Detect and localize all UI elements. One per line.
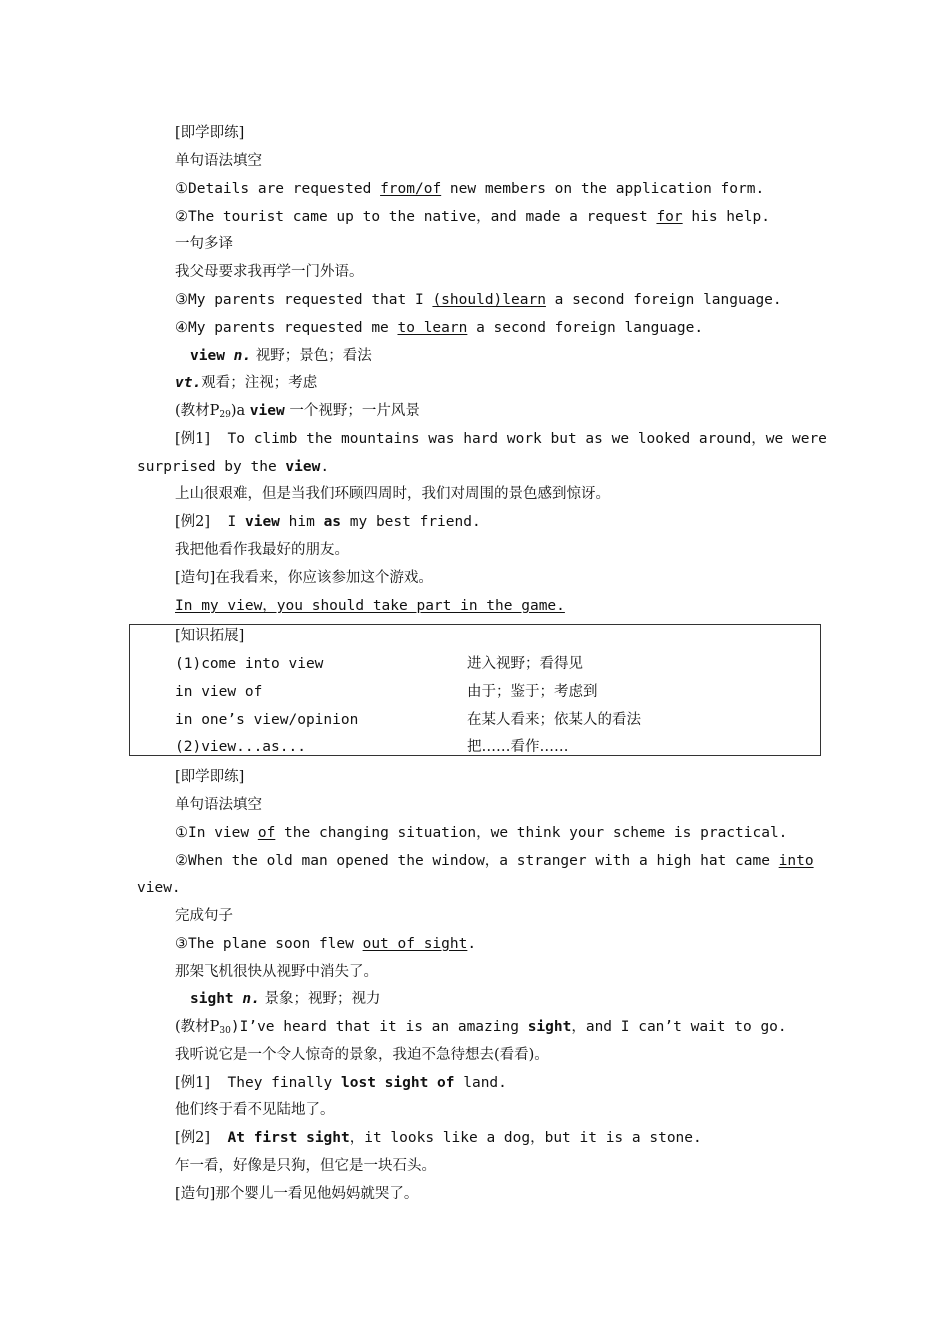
exercise-item: ④My parents requested me to learn a second foreign language. [175, 320, 704, 336]
textbook-sentence: (教材$P_{30})I’ve$ heard that it is an amazing sight，and I can’t wait to go. [175, 1019, 787, 1036]
answer-text: to learn [397, 320, 468, 336]
example-2-translation: 我把他看作我最好的朋友。 [175, 542, 349, 558]
complete-title: 完成句子 [175, 908, 233, 924]
answer-text: of [257, 825, 276, 841]
phrase-en: in one’s view/opinion [175, 712, 359, 728]
chinese-sentence: 那架飞机很快从视野中消失了。 [175, 964, 378, 980]
exercise-item: ①In view of the changing situation，we think your scheme is practical. [175, 825, 788, 841]
answer-text: out of sight [362, 936, 468, 952]
knowledge-title: [知识拓展] [175, 628, 245, 644]
practice-label: [即学即练] [175, 125, 245, 141]
textbook-translation: 我听说它是一个令人惊奇的景象，我迫不急待想去(看看)。 [175, 1047, 549, 1063]
phrase-cn: 在某人看来；依某人的看法 [467, 712, 641, 728]
textbook-phrase: (教材$P_{29})a$ view 一个视野；一片风景 [175, 403, 420, 420]
exercise-item: ③My parents requested that I (should)learn a second foreign language. [175, 292, 782, 308]
translation-title: 一句多译 [175, 236, 233, 252]
example-1: [例1] They finally lost sight of land. [175, 1075, 507, 1091]
example-2: [例2] At first sight，it looks like a dog，but it is a stone. [175, 1130, 702, 1146]
example-1-cont: surprised by the view. [137, 459, 330, 475]
example-1-translation: 上山很艰难，但是当我们环顾四周时，我们对周围的景色感到惊讶。 [175, 486, 610, 502]
answer-text: from/of [380, 181, 442, 197]
vocab-meaning-vt: vt.观看；注视；考虑 [175, 375, 318, 391]
phrase-en: (1)come into view [175, 656, 324, 672]
vocab-entry-view: view n. 视野；景色；看法 [190, 348, 372, 364]
phrase-cn: 进入视野；看得见 [467, 656, 583, 672]
make-sentence: [造句]那个婴儿一看见他妈妈就哭了。 [175, 1186, 419, 1202]
example-1-translation: 他们终于看不见陆地了。 [175, 1102, 335, 1118]
answer-text: into [778, 853, 814, 869]
answer-text: (should)learn [432, 292, 546, 308]
exercise-item: ②When the old man opened the window，a stranger with a high hat came into [175, 853, 814, 869]
fill-blank-title: 单句语法填空 [175, 797, 262, 813]
phrase-en: (2)view...as... [175, 739, 306, 755]
vocab-entry-sight: sight n. 景象；视野；视力 [190, 991, 381, 1007]
phrase-cn: 由于；鉴于；考虑到 [467, 684, 598, 700]
practice-label: [即学即练] [175, 769, 245, 785]
exercise-item: ②The tourist came up to the native，and made a request for his help. [175, 209, 770, 225]
make-sentence: [造句]在我看来，你应该参加这个游戏。 [175, 570, 433, 586]
fill-blank-title: 单句语法填空 [175, 153, 262, 169]
answer-text: for [656, 209, 683, 225]
chinese-sentence: 我父母要求我再学一门外语。 [175, 264, 364, 280]
phrase-cn: 把……看作…… [467, 739, 569, 755]
example-2: [例2] I view him as my best friend. [175, 514, 481, 530]
phrase-en: in view of [175, 684, 263, 700]
example-1: [例1] To climb the mountains was hard work but as we looked around，we were [175, 431, 827, 447]
exercise-item: ③The plane soon flew out of sight. [175, 936, 477, 952]
example-2-translation: 乍一看，好像是只狗，但它是一块石头。 [175, 1158, 436, 1174]
make-sentence-answer: In my view，you should take part in the game. [175, 598, 565, 614]
exercise-item: ①Details are requested from/of new members on the application form. [175, 181, 765, 197]
exercise-item-cont: view. [137, 880, 181, 896]
